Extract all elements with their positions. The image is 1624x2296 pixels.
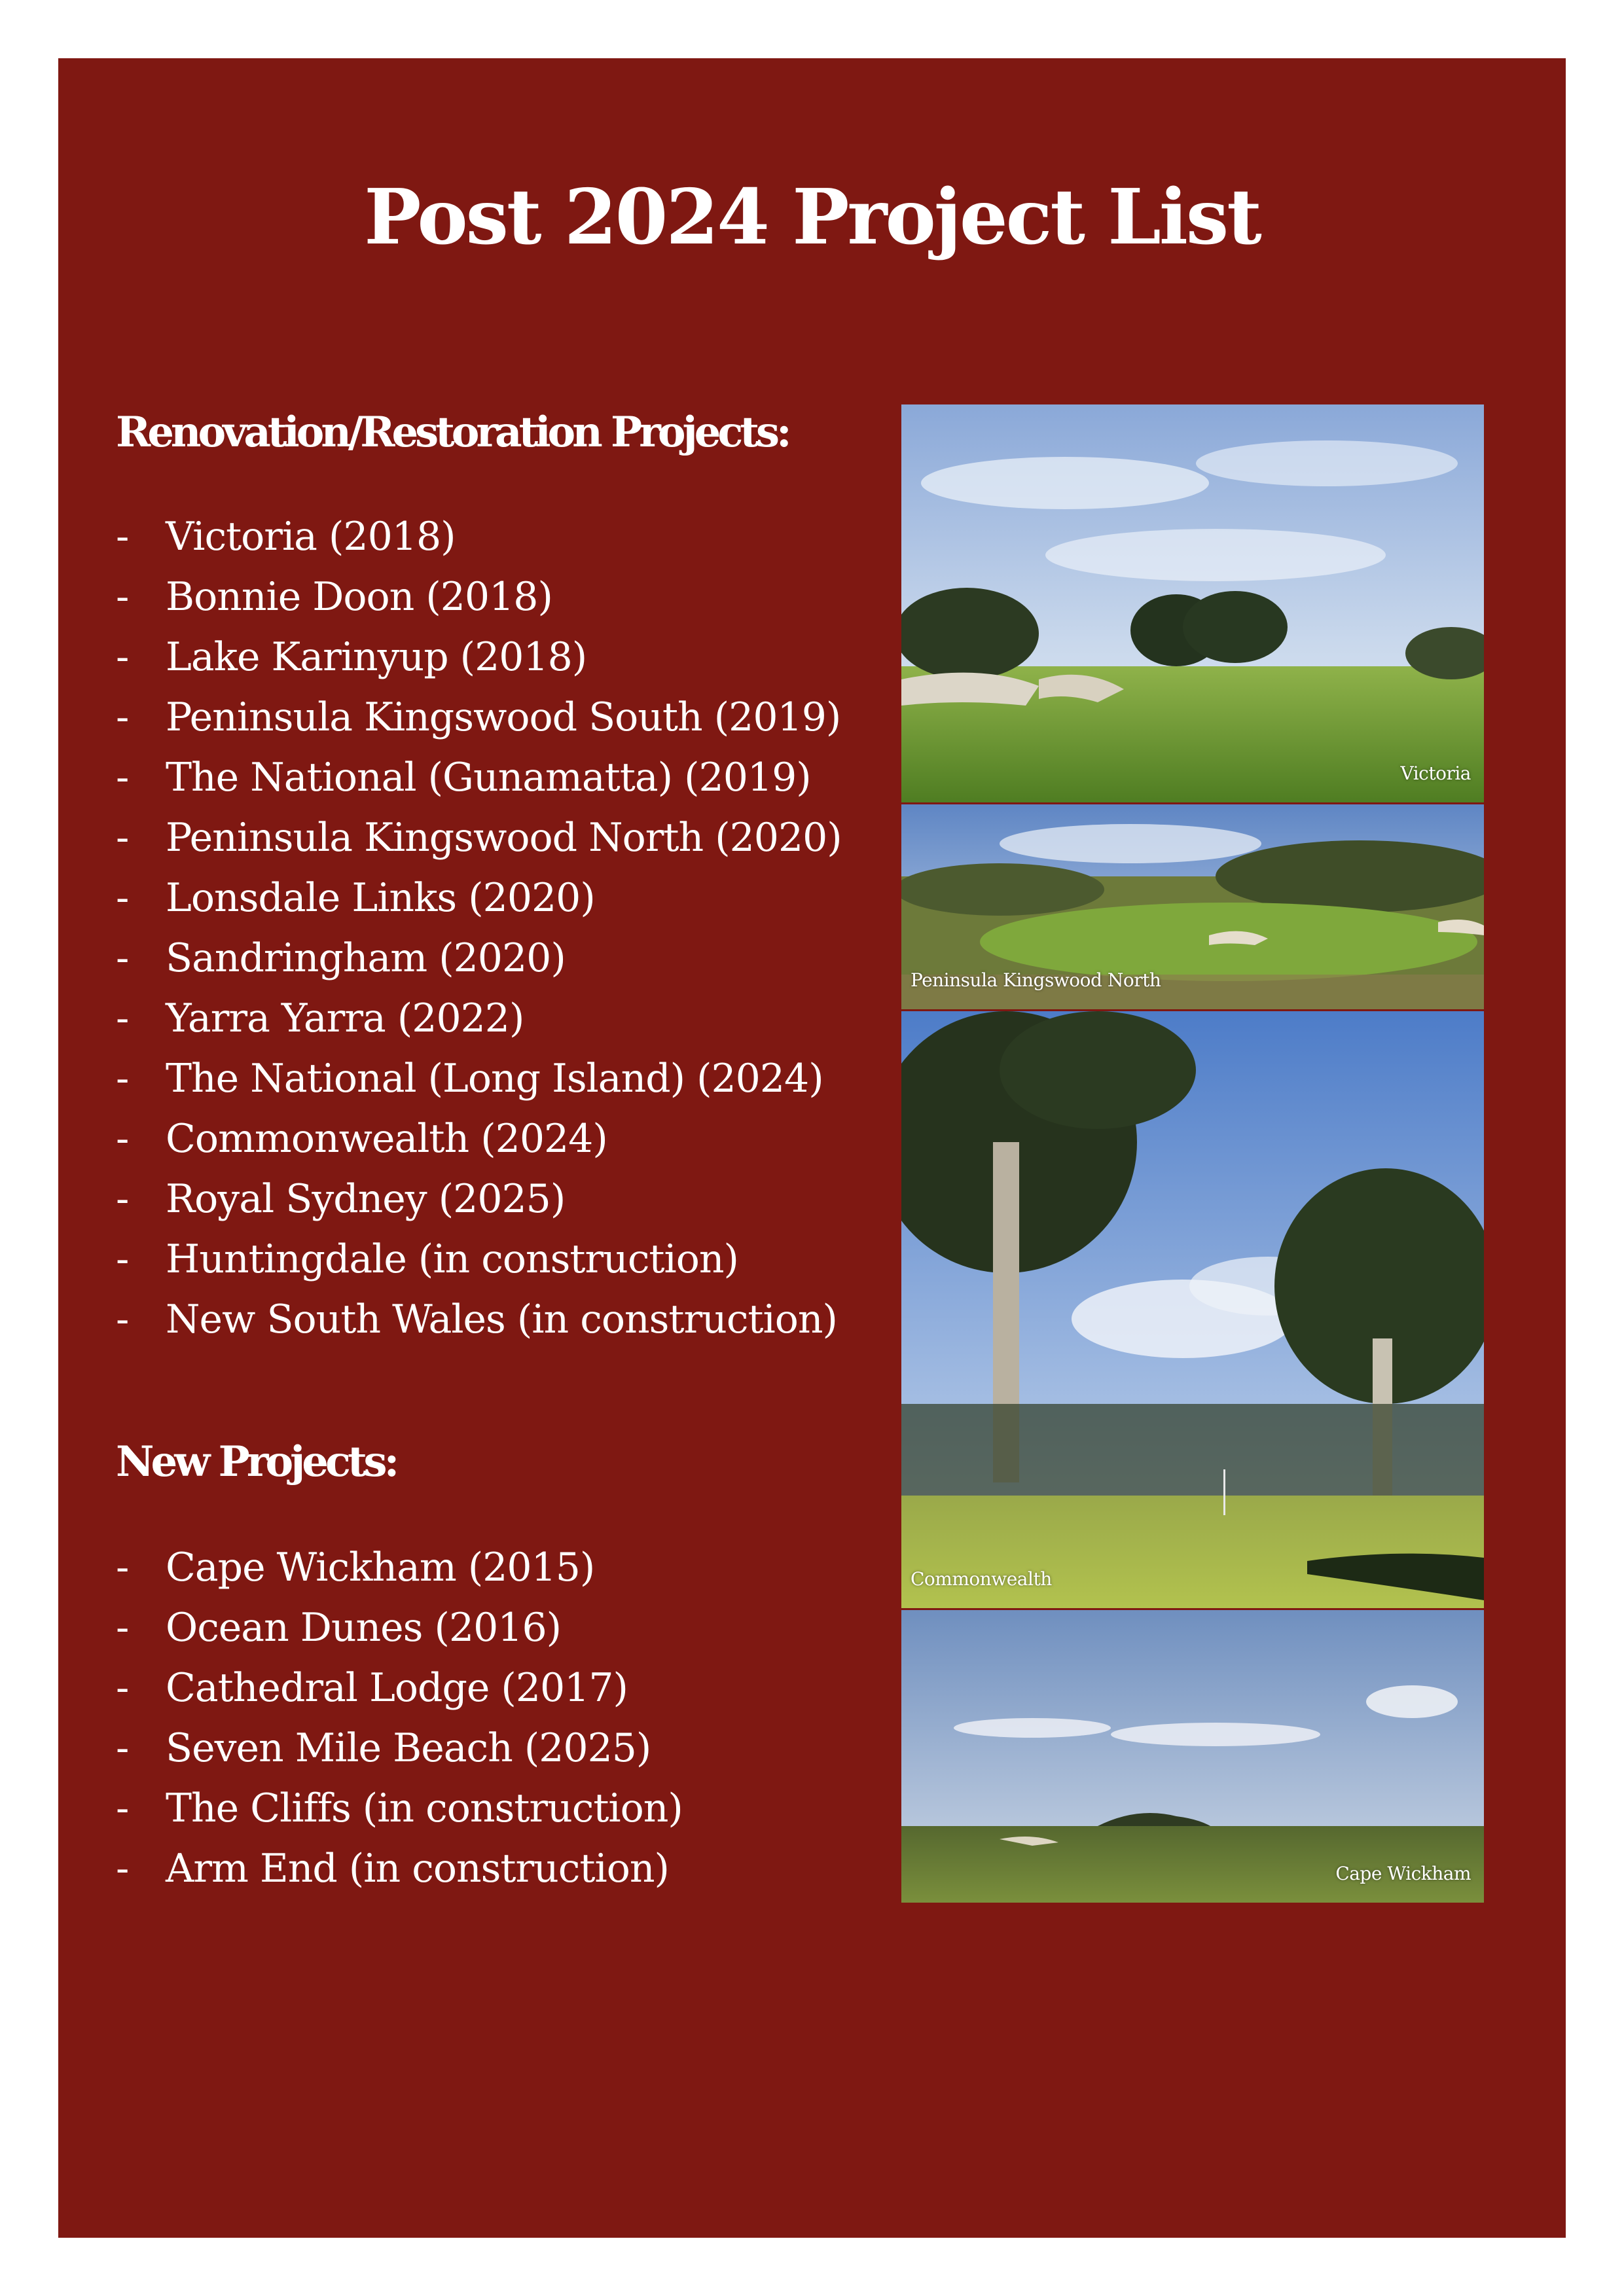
list-marker: - <box>116 1725 129 1771</box>
list-marker: - <box>116 1846 129 1892</box>
list-item-label: Sandringham (2020) <box>166 935 566 981</box>
list-marker: - <box>116 574 129 620</box>
list-item-label: Ocean Dunes (2016) <box>166 1605 562 1651</box>
list-item <box>116 1289 842 1350</box>
title-panel <box>58 58 1566 2238</box>
list-item-label: The National (Long Island) (2024) <box>166 1056 823 1102</box>
list-item <box>116 1839 683 1899</box>
list-item <box>116 507 842 567</box>
list-marker: - <box>116 1056 129 1102</box>
list-item-label: Lonsdale Links (2020) <box>166 875 595 921</box>
list-marker: - <box>116 1665 129 1711</box>
list-marker: - <box>116 875 129 921</box>
list-item-label: Peninsula Kingswood South (2019) <box>166 694 841 740</box>
cape-wickham-caption: Cape Wickham <box>1335 1863 1471 1884</box>
list-item <box>116 747 842 808</box>
list-item-label: Arm End (in construction) <box>166 1846 669 1892</box>
list-item-label: Victoria (2018) <box>166 514 456 560</box>
victoria-photo <box>901 404 1484 802</box>
cape-wickham-photo <box>901 1610 1484 1903</box>
page-title: Post 2024 Project List <box>364 173 1260 262</box>
new-projects-heading: New Projects: <box>116 1437 397 1486</box>
list-item-label: Huntingdale (in construction) <box>166 1236 738 1282</box>
list-item <box>116 1049 842 1109</box>
peninsula-kingswood-north-photo <box>901 804 1484 1009</box>
list-item <box>116 1658 683 1718</box>
list-marker: - <box>116 1605 129 1651</box>
list-marker: - <box>116 815 129 861</box>
list-marker: - <box>116 514 129 560</box>
list-item-label: Royal Sydney (2025) <box>166 1176 566 1222</box>
list-item <box>116 808 842 868</box>
list-item-label: The National (Gunamatta) (2019) <box>166 755 811 800</box>
list-item <box>116 928 842 988</box>
list-marker: - <box>116 1785 129 1831</box>
list-item <box>116 1229 842 1289</box>
victoria-caption: Victoria <box>1400 762 1471 784</box>
list-item-label: Yarra Yarra (2022) <box>166 996 524 1041</box>
list-item-label: Seven Mile Beach (2025) <box>166 1725 651 1771</box>
list-item <box>116 868 842 928</box>
list-item <box>116 567 842 627</box>
list-marker: - <box>116 935 129 981</box>
list-marker: - <box>116 1176 129 1222</box>
list-item-label: Cathedral Lodge (2017) <box>166 1665 628 1711</box>
list-item-label: Commonwealth (2024) <box>166 1116 607 1162</box>
list-item-label: New South Wales (in construction) <box>166 1297 837 1342</box>
list-marker: - <box>116 1545 129 1590</box>
cape-wickham-photo-image <box>901 1610 1484 1903</box>
new-projects-list <box>116 1537 683 1899</box>
list-item <box>116 1778 683 1839</box>
victoria-photo-image <box>901 404 1484 802</box>
commonwealth-photo <box>901 1011 1484 1608</box>
list-item <box>116 687 842 747</box>
list-item <box>116 1598 683 1658</box>
list-marker: - <box>116 694 129 740</box>
list-item <box>116 627 842 687</box>
list-marker: - <box>116 755 129 800</box>
list-marker: - <box>116 634 129 680</box>
list-marker: - <box>116 1116 129 1162</box>
list-item <box>116 1718 683 1778</box>
list-item <box>116 988 842 1049</box>
renovation-list <box>116 507 842 1350</box>
list-marker: - <box>116 1236 129 1282</box>
list-item-label: Cape Wickham (2015) <box>166 1545 595 1590</box>
list-item <box>116 1109 842 1169</box>
commonwealth-photo-image <box>901 1011 1484 1608</box>
list-item <box>116 1537 683 1598</box>
peninsula-kingswood-north-caption: Peninsula Kingswood North <box>911 969 1161 991</box>
list-marker: - <box>116 1297 129 1342</box>
list-item <box>116 1169 842 1229</box>
renovation-heading: Renovation/Restoration Projects: <box>116 408 789 457</box>
list-item-label: Bonnie Doon (2018) <box>166 574 552 620</box>
list-marker: - <box>116 996 129 1041</box>
list-item-label: Peninsula Kingswood North (2020) <box>166 815 842 861</box>
commonwealth-caption: Commonwealth <box>911 1568 1052 1590</box>
list-item-label: The Cliffs (in construction) <box>166 1785 683 1831</box>
list-item-label: Lake Karinyup (2018) <box>166 634 587 680</box>
